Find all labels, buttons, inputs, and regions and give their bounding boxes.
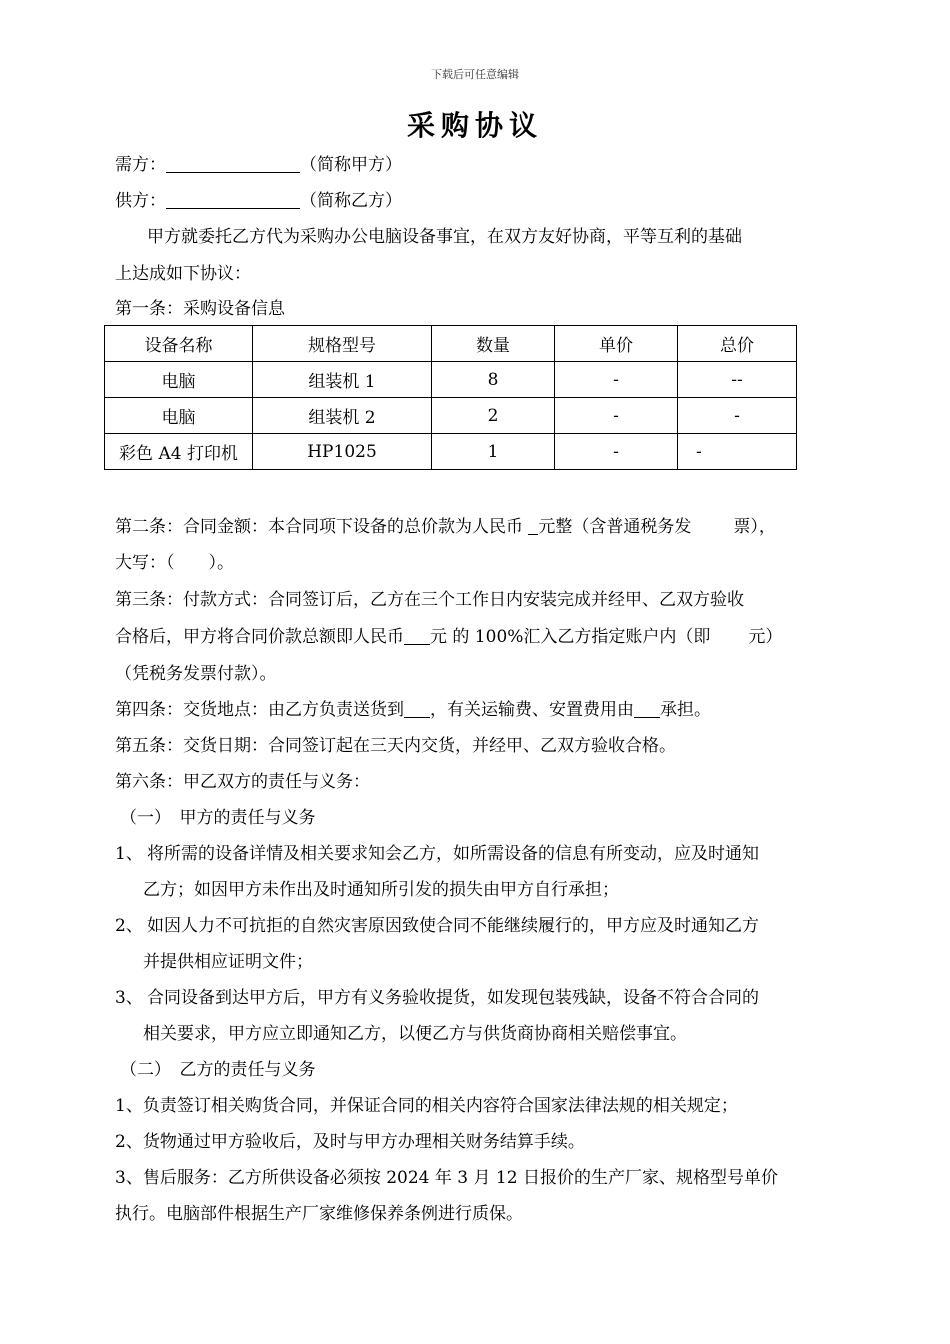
- article-6-title: 第六条：甲乙双方的责任与义务：: [115, 772, 370, 792]
- table-cell: 8: [432, 362, 555, 398]
- table-cell: HP1025: [253, 434, 432, 470]
- buyer-label: 需方：: [115, 155, 166, 175]
- table-cell: -: [555, 434, 678, 470]
- article-5-line: 第五条：交货日期：合同签订起在三天内交货，并经甲、乙双方验收合格。: [115, 736, 676, 756]
- article-4-text-b: ，有关运输费、安置费用由: [430, 700, 634, 720]
- table-cell: 2: [432, 398, 555, 434]
- header-note: 下载后可任意编辑: [431, 68, 519, 81]
- party-a-item-2-line-2: 并提供相应证明文件；: [143, 952, 313, 972]
- amount-blank[interactable]: [528, 517, 538, 535]
- table-cell: -: [555, 398, 678, 434]
- article-3-line-3: （凭税务发票付款）。: [115, 664, 277, 684]
- table-cell: 1: [432, 434, 555, 470]
- party-a-item-2-line-1: 如因人力不可抗拒的自然灾害原因致使合同不能继续履行的，甲方应及时通知乙方: [147, 916, 759, 936]
- table-row: [105, 362, 797, 398]
- article-4-line: [115, 695, 711, 720]
- table-cell: --: [678, 362, 797, 398]
- party-a-heading: （一） 甲方的责任与义务: [120, 808, 316, 828]
- buyer-suffix: （简称甲方）: [300, 155, 402, 175]
- seller-blank[interactable]: [166, 191, 300, 209]
- table-header-cell: 数量: [432, 326, 555, 362]
- intro-line-2: 上达成如下协议：: [115, 264, 251, 284]
- party-b-item-3-cont: 执行。电脑部件根据生产厂家维修保养条例进行质保。: [115, 1204, 523, 1224]
- document-title: 采购协议: [406, 109, 543, 142]
- party-a-item-2-num: 2、: [115, 916, 143, 936]
- article-2-line-2: 大写：（ ）。: [115, 553, 234, 573]
- party-a-item-1-line-1: 将所需的设备详情及相关要求知会乙方，如所需设备的信息有所变动，应及时通知: [147, 844, 759, 864]
- table-cell: -: [555, 362, 678, 398]
- article-3-text-b: 元 的 100%汇入乙方指定账户内（即: [430, 627, 711, 647]
- table-header-row: [105, 326, 797, 362]
- table-header-cell: 规格型号: [253, 326, 432, 362]
- article-1-title: 第一条：采购设备信息: [115, 299, 285, 319]
- table-row: [105, 434, 797, 470]
- seller-line: [115, 186, 402, 211]
- table-cell: 组装机 2: [253, 398, 432, 434]
- fee-bearer-blank[interactable]: [634, 700, 660, 718]
- party-a-item-3-line-1: 合同设备到达甲方后，甲方有义务验收提货，如发现包装残缺，设备不符合合同的: [147, 988, 759, 1008]
- article-4-text-a: 第四条：交货地点：由乙方负责送货到: [115, 700, 404, 720]
- article-2-line-1: [115, 512, 776, 537]
- intro-line-1: 甲方就委托乙方代为采购办公电脑设备事宜，在双方友好协商，平等互利的基础: [147, 227, 742, 247]
- party-b-heading: （二） 乙方的责任与义务: [120, 1060, 316, 1080]
- equipment-table: [104, 325, 797, 470]
- article-3-text-c: 元）: [748, 627, 783, 647]
- party-b-item-2: 2、货物通过甲方验收后，及时与甲方办理相关财务结算手续。: [115, 1132, 585, 1152]
- seller-label: 供方：: [115, 191, 166, 211]
- party-a-item-3-line-2: 相关要求，甲方应立即通知乙方，以便乙方与供货商协商相关赔偿事宜。: [143, 1024, 687, 1044]
- article-2-text-c: 票），: [733, 517, 776, 537]
- article-2-text-b: 元整（含普通税务发: [538, 517, 692, 537]
- article-3-line-2: [115, 622, 782, 647]
- party-a-item-1-num: 1、: [115, 844, 143, 864]
- table-header-cell: 总价: [678, 326, 797, 362]
- table-cell: 组装机 1: [253, 362, 432, 398]
- table-cell: -: [678, 398, 797, 434]
- table-cell: -: [678, 434, 797, 470]
- party-b-item-1: 1、负责签订相关购货合同，并保证合同的相关内容符合国家法律法规的相关规定；: [115, 1096, 738, 1116]
- table-row: [105, 398, 797, 434]
- table-cell: 电脑: [105, 398, 253, 434]
- party-a-item-1-line-2: 乙方；如因甲方未作出及时通知所引发的损失由甲方自行承担；: [143, 880, 619, 900]
- party-a-item-3-num: 3、: [115, 988, 143, 1008]
- table-header-cell: 设备名称: [105, 326, 253, 362]
- payment-amount-blank[interactable]: [404, 627, 430, 645]
- table-cell: 电脑: [105, 362, 253, 398]
- table-cell: 彩色 A4 打印机: [105, 434, 253, 470]
- article-2-text-a: 第二条：合同金额：本合同项下设备的总价款为人民币: [115, 517, 529, 537]
- buyer-blank[interactable]: [166, 155, 300, 173]
- delivery-location-blank[interactable]: [404, 700, 430, 718]
- article-4-text-c: 承担。: [660, 700, 711, 720]
- party-b-item-3: 3、售后服务：乙方所供设备必须按 2024 年 3 月 12 日报价的生产厂家、规格型号单价: [115, 1168, 778, 1188]
- seller-suffix: （简称乙方）: [300, 191, 402, 211]
- buyer-line: [115, 150, 402, 175]
- article-3-text-a: 合格后，甲方将合同价款总额即人民币: [115, 627, 404, 647]
- article-3-line-1: 第三条：付款方式：合同签订后，乙方在三个工作日内安装完成并经甲、乙双方验收: [115, 590, 744, 610]
- table-header-cell: 单价: [555, 326, 678, 362]
